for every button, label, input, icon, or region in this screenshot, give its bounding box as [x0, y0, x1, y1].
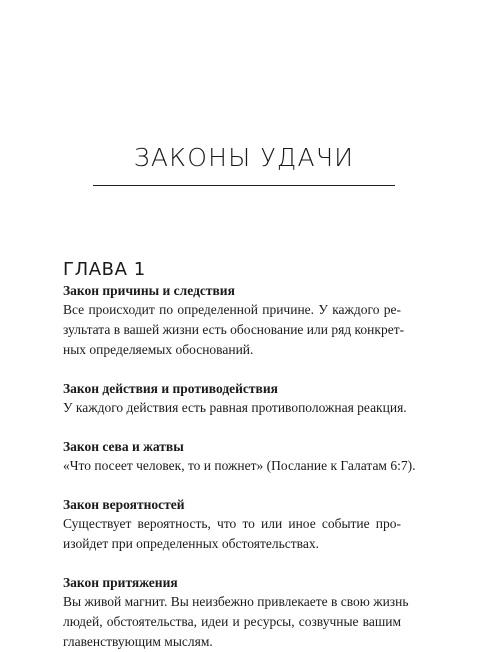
text-line: главенствующим мыслям.: [63, 634, 213, 649]
chapter-content: [63, 259, 416, 652]
text-line: Существует вероятность, что то или иное событие про-: [63, 516, 401, 531]
title-divider: [93, 185, 395, 186]
chapter-heading: ГЛАВА 1: [63, 259, 146, 280]
law-text: [63, 514, 401, 554]
text-line: «Что посеет человек, то и пожнет» (Послание к Галатам 6:7).: [63, 458, 416, 473]
law-title: Закон сева и жатвы: [63, 439, 184, 454]
text-line: Вы живой магнит. Вы неизбежно привлекаете в свою жизнь: [63, 594, 409, 609]
law-text: [63, 398, 407, 418]
law-title: Закон притяжения: [63, 575, 178, 590]
law-probability: [63, 495, 401, 554]
law-title: Закон вероятностей: [63, 497, 185, 512]
law-action-reaction: [63, 379, 407, 418]
law-title: Закон причины и следствия: [63, 283, 235, 298]
law-text: [63, 300, 405, 360]
law-cause-effect: [63, 281, 405, 360]
text-line: людей, обстоятельства, идеи и ресурсы, созвучные вашим: [63, 614, 401, 629]
text-line: Все происходит по определенной причине. У каждого ре-: [63, 302, 401, 317]
text-line: зультата в вашей жизни есть обоснование или ряд конкрет-: [63, 322, 405, 337]
text-line: изойдет при определенных обстоятельствах.: [63, 536, 319, 551]
law-attraction: [63, 573, 409, 652]
text-line: ных определяемых обоснований.: [63, 342, 254, 357]
law-title: Закон действия и противодействия: [63, 381, 278, 396]
text-line: У каждого действия есть равная противоположная реакция.: [63, 400, 407, 415]
page-title: ЗАКОНЫ УДАЧИ: [133, 143, 355, 172]
law-text: [63, 592, 409, 652]
law-text: [63, 456, 416, 476]
law-sowing-reaping: [63, 437, 416, 476]
